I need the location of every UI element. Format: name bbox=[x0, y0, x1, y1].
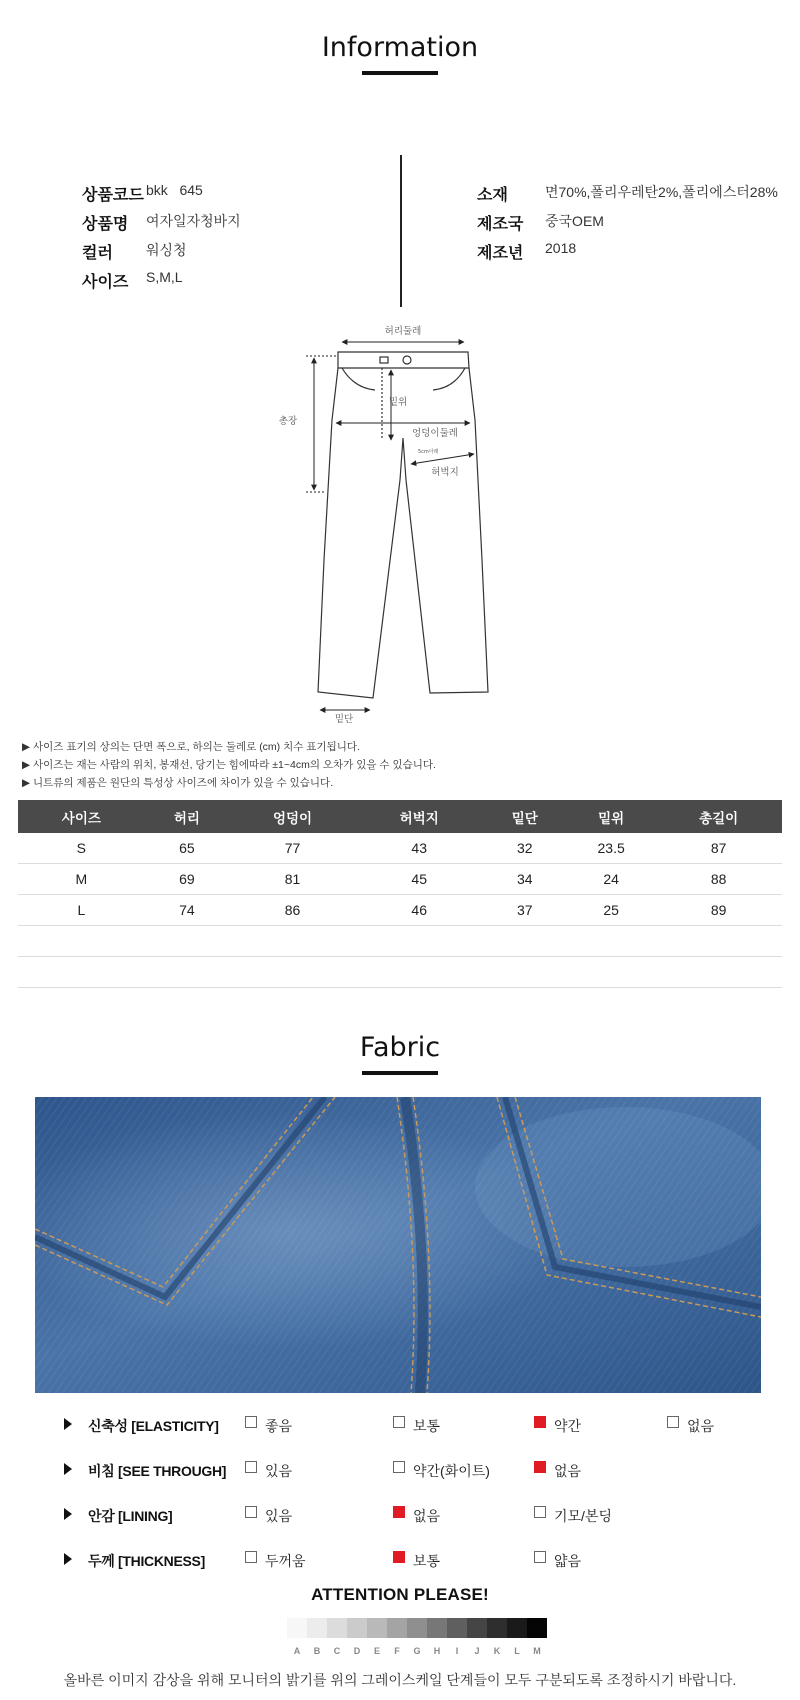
arrow-bullet-icon bbox=[64, 1463, 72, 1475]
size-note-1: ▶ 사이즈 표기의 상의는 단면 폭으로, 하의는 둘레로 (cm) 치수 표기됩니다. bbox=[22, 741, 360, 753]
table-cell bbox=[229, 957, 356, 988]
grayscale-letter: D bbox=[353, 1646, 361, 1656]
table-cell bbox=[567, 926, 655, 957]
fabric-option-label: 약간(화이트) bbox=[413, 1463, 490, 1479]
table-cell bbox=[356, 957, 483, 988]
table-cell bbox=[229, 926, 356, 957]
arrow-bullet-icon bbox=[64, 1553, 72, 1565]
size-table-column-header: 허리 bbox=[145, 800, 229, 833]
table-cell: 81 bbox=[229, 864, 356, 895]
grayscale-letters bbox=[287, 1646, 547, 1656]
table-cell: 46 bbox=[356, 895, 483, 926]
grayscale-swatch bbox=[467, 1618, 487, 1638]
checkbox-empty-icon bbox=[667, 1416, 679, 1428]
size-table-header bbox=[18, 800, 782, 833]
grayscale-swatch bbox=[427, 1618, 447, 1638]
grayscale-swatch bbox=[507, 1618, 527, 1638]
size-note-2: ▶ 사이즈는 재는 사람의 위치, 봉재선, 당기는 힘에따라 ±1~4cm의 오차가 있을 수 있습니다. bbox=[22, 759, 436, 771]
checkbox-empty-icon bbox=[245, 1506, 257, 1518]
size-note-3: ▶ 니트류의 제품은 원단의 특성상 사이즈에 차이가 있을 수 있습니다. bbox=[22, 777, 334, 789]
grayscale-swatch bbox=[367, 1618, 387, 1638]
table-row bbox=[18, 957, 782, 988]
table-cell: 88 bbox=[655, 864, 782, 895]
grayscale-letter: H bbox=[433, 1646, 441, 1656]
spec-label: 사이즈 bbox=[82, 274, 129, 291]
fabric-row bbox=[0, 1458, 800, 1482]
table-cell bbox=[145, 957, 229, 988]
checkbox-checked-icon bbox=[534, 1461, 546, 1473]
table-cell: 25 bbox=[567, 895, 655, 926]
grayscale-letter: F bbox=[394, 1646, 400, 1656]
table-cell bbox=[483, 957, 567, 988]
table-row bbox=[18, 864, 782, 895]
grayscale-swatch bbox=[347, 1618, 367, 1638]
table-cell: 74 bbox=[145, 895, 229, 926]
small-note-label: 5cm아래 bbox=[418, 449, 439, 455]
spec-label: 컬러 bbox=[82, 245, 113, 262]
table-row bbox=[18, 895, 782, 926]
table-cell bbox=[483, 926, 567, 957]
grayscale-letter: L bbox=[514, 1646, 520, 1656]
denim-fabric-photo bbox=[35, 1097, 761, 1393]
spec-value: bkk 645 bbox=[146, 182, 203, 198]
fabric-option-label: 보통 bbox=[413, 1418, 441, 1434]
size-table-column-header: 엉덩이 bbox=[229, 800, 356, 833]
table-cell bbox=[145, 926, 229, 957]
fabric-option-label: 없음 bbox=[413, 1508, 441, 1524]
fabric-option-label: 없음 bbox=[687, 1418, 715, 1434]
size-table-column-header: 허벅지 bbox=[356, 800, 483, 833]
spec-label: 상품코드 bbox=[82, 187, 144, 204]
grayscale-swatch bbox=[447, 1618, 467, 1638]
grayscale-letter: I bbox=[455, 1646, 459, 1656]
waist-label: 허리둘레 bbox=[384, 326, 422, 337]
grayscale-letter: K bbox=[493, 1646, 501, 1656]
fabric-option-label: 얇음 bbox=[554, 1553, 582, 1569]
table-cell: 32 bbox=[483, 833, 567, 864]
table-cell: 77 bbox=[229, 833, 356, 864]
fabric-option-label: 두꺼움 bbox=[265, 1553, 306, 1569]
grayscale-letter: E bbox=[373, 1646, 380, 1656]
table-cell: 43 bbox=[356, 833, 483, 864]
grayscale-letter: A bbox=[293, 1646, 301, 1656]
table-row bbox=[18, 833, 782, 864]
pants-measurement-diagram bbox=[270, 320, 530, 725]
grayscale-letter: M bbox=[533, 1646, 541, 1656]
size-table bbox=[18, 800, 782, 988]
checkbox-empty-icon bbox=[245, 1551, 257, 1563]
fabric-property-label: 신축성 [ELASTICITY] bbox=[88, 1418, 219, 1434]
spec-value: S,M,L bbox=[146, 269, 183, 285]
attention-title: ATTENTION PLEASE! bbox=[311, 1585, 489, 1604]
spec-value: 면70%,폴리우레탄2%,폴리에스터28% bbox=[545, 184, 778, 200]
table-cell bbox=[567, 957, 655, 988]
spec-value: 여자일자청바지 bbox=[146, 213, 241, 229]
grayscale-swatches bbox=[287, 1618, 547, 1638]
table-cell bbox=[356, 926, 483, 957]
spec-label: 소재 bbox=[477, 187, 508, 204]
table-cell: 37 bbox=[483, 895, 567, 926]
grayscale-swatch bbox=[387, 1618, 407, 1638]
checkbox-empty-icon bbox=[245, 1461, 257, 1473]
fabric-option-label: 약간 bbox=[554, 1418, 582, 1434]
table-cell bbox=[655, 926, 782, 957]
spec-value: 워싱청 bbox=[146, 242, 187, 258]
grayscale-swatch bbox=[527, 1618, 547, 1638]
spec-label: 제조국 bbox=[477, 216, 524, 233]
fabric-title: Fabric bbox=[359, 1032, 441, 1063]
table-row bbox=[18, 926, 782, 957]
fabric-option-label: 기모/본딩 bbox=[554, 1508, 612, 1524]
grayscale-letter: G bbox=[413, 1646, 421, 1656]
table-cell: 34 bbox=[483, 864, 567, 895]
checkbox-empty-icon bbox=[534, 1506, 546, 1518]
size-table-column-header: 총길이 bbox=[655, 800, 782, 833]
grayscale-swatch bbox=[407, 1618, 427, 1638]
information-title: Information bbox=[321, 32, 479, 63]
table-cell: 69 bbox=[145, 864, 229, 895]
checkbox-checked-icon bbox=[393, 1551, 405, 1563]
grayscale-swatch bbox=[487, 1618, 507, 1638]
table-cell: 23.5 bbox=[567, 833, 655, 864]
information-title-underline bbox=[362, 71, 438, 75]
length-label: 총장 bbox=[278, 416, 298, 427]
checkbox-empty-icon bbox=[393, 1461, 405, 1473]
arrow-bullet-icon bbox=[64, 1418, 72, 1430]
monitor-brightness-notice: 올바른 이미지 감상을 위해 모니터의 밝기를 위의 그레이스케일 단계들이 모두 구분되도록 조정하시기 바랍니다. bbox=[63, 1672, 737, 1688]
arrow-bullet-icon bbox=[64, 1508, 72, 1520]
spec-label: 제조년 bbox=[477, 245, 524, 262]
info-divider bbox=[400, 155, 402, 307]
checkbox-checked-icon bbox=[393, 1506, 405, 1518]
hip-label: 엉덩이둘레 bbox=[412, 428, 458, 439]
fabric-row bbox=[0, 1503, 800, 1527]
fabric-option-label: 있음 bbox=[265, 1508, 293, 1524]
fabric-option-label: 없음 bbox=[554, 1463, 582, 1479]
fabric-option-label: 있음 bbox=[265, 1463, 293, 1479]
fabric-row bbox=[0, 1548, 800, 1572]
hem-label: 밑단 bbox=[334, 714, 354, 725]
fabric-title-underline bbox=[362, 1071, 438, 1075]
table-cell: 24 bbox=[567, 864, 655, 895]
table-cell: M bbox=[18, 864, 145, 895]
grayscale-swatch bbox=[327, 1618, 347, 1638]
grayscale-letter: J bbox=[474, 1646, 480, 1656]
size-table-column-header: 밑위 bbox=[567, 800, 655, 833]
checkbox-checked-icon bbox=[534, 1416, 546, 1428]
pants-outline-svg bbox=[270, 320, 530, 725]
rise-label: 밑위 bbox=[388, 397, 408, 408]
table-cell bbox=[18, 926, 145, 957]
fabric-row bbox=[0, 1413, 800, 1437]
table-cell: 45 bbox=[356, 864, 483, 895]
table-cell: 87 bbox=[655, 833, 782, 864]
table-cell: 86 bbox=[229, 895, 356, 926]
fabric-option-label: 좋음 bbox=[265, 1418, 293, 1434]
fabric-property-label: 비침 [SEE THROUGH] bbox=[88, 1463, 227, 1479]
checkbox-empty-icon bbox=[245, 1416, 257, 1428]
table-cell: L bbox=[18, 895, 145, 926]
spec-value: 중국OEM bbox=[545, 213, 604, 229]
fabric-property-label: 두께 [THICKNESS] bbox=[88, 1553, 205, 1569]
grayscale-letter: B bbox=[313, 1646, 321, 1656]
table-cell: 65 bbox=[145, 833, 229, 864]
table-cell: 89 bbox=[655, 895, 782, 926]
table-cell bbox=[18, 957, 145, 988]
size-table-column-header: 밑단 bbox=[483, 800, 567, 833]
fabric-option-label: 보통 bbox=[413, 1553, 441, 1569]
size-table-column-header: 사이즈 bbox=[18, 800, 145, 833]
table-cell bbox=[655, 957, 782, 988]
table-cell: S bbox=[18, 833, 145, 864]
grayscale-letter: C bbox=[333, 1646, 341, 1656]
checkbox-empty-icon bbox=[393, 1416, 405, 1428]
thigh-label: 허벅지 bbox=[431, 467, 459, 478]
grayscale-swatch bbox=[307, 1618, 327, 1638]
grayscale-swatch bbox=[287, 1618, 307, 1638]
checkbox-empty-icon bbox=[534, 1551, 546, 1563]
spec-value: 2018 bbox=[545, 240, 577, 256]
spec-label: 상품명 bbox=[82, 216, 129, 233]
fabric-property-label: 안감 [LINING] bbox=[88, 1508, 173, 1524]
